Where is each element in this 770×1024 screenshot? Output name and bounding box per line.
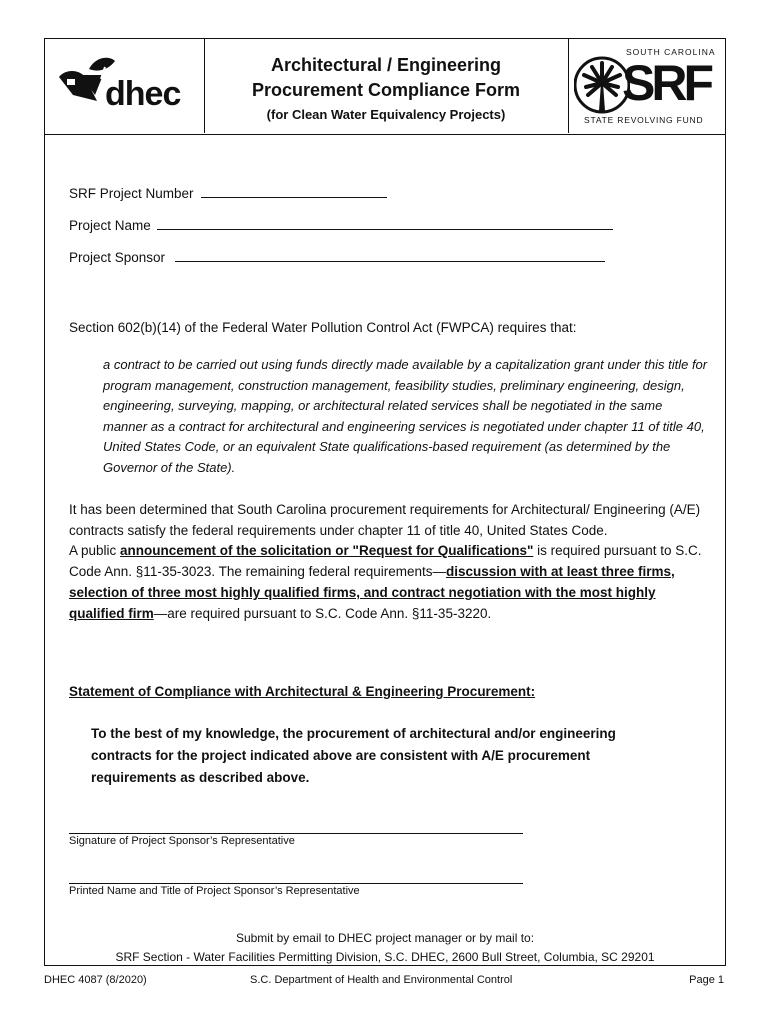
- mailing-instructions: [45, 929, 725, 967]
- srf-bottom-text: STATE REVOLVING FUND: [584, 115, 704, 125]
- req-text-c: is required pursuant to S.C. Code Ann. §11-35-3023. The remaining federal requirements—: [69, 543, 702, 579]
- req-discussion: discussion with at least three firms, selection of three most highly qualified firms, and contract negotiation with the most highly qualified firm: [69, 564, 675, 621]
- form-subtitle: (for Clean Water Equivalency Projects): [266, 107, 506, 122]
- project-sponsor-field[interactable]: [69, 247, 605, 265]
- form-title-block: [204, 39, 569, 133]
- project-number-label: SRF Project Number: [69, 186, 194, 201]
- form-frame: [44, 38, 726, 966]
- req-text-e: —are required pursuant to S.C. Code Ann. §11-35-3220.: [153, 606, 492, 621]
- printed-name-line[interactable]: [69, 883, 523, 884]
- req-announcement: announcement of the solicitation or "Request for Qualifications": [120, 543, 534, 558]
- req-text-a: A public: [69, 543, 121, 558]
- form-header: [45, 39, 725, 135]
- determination-paragraph: It has been determined that South Carolina procurement requirements for Architectural/ Engineering (A/E) contracts satisfy the federal requirements under chapter 11 of title 40, United States Code.: [69, 502, 701, 538]
- mailing-line2: SRF Section - Water Facilities Permitting Division, S.C. DHEC, 2600 Bull Street, Columbia, SC 29201: [115, 950, 655, 964]
- page-number: Page 1: [689, 974, 724, 986]
- project-name-label: Project Name: [69, 218, 151, 233]
- intro-paragraph: Section 602(b)(14) of the Federal Water Pollution Control Act (FWPCA) requires that:: [69, 320, 577, 335]
- department-name: S.C. Department of Health and Environmental Control: [250, 974, 513, 986]
- project-sponsor-input[interactable]: [175, 247, 605, 262]
- form-title-line1: Architectural / Engineering: [270, 55, 502, 75]
- dhec-logo: [45, 39, 205, 133]
- form-title-line2: Procurement Compliance Form: [251, 80, 521, 100]
- project-name-field[interactable]: [69, 215, 613, 233]
- printed-name-label: Printed Name and Title of Project Sponsor’s Representative: [69, 885, 360, 897]
- dhec-wordmark: dhec: [105, 75, 181, 113]
- statement-text: To the best of my knowledge, the procurement of architectural and/or engineering contracts for the project indicated above are consistent with A/E procurement requirements as described above.: [91, 726, 616, 785]
- project-number-input[interactable]: [201, 183, 387, 198]
- srf-mark: SRF: [622, 55, 710, 111]
- project-number-field[interactable]: [69, 183, 387, 201]
- srf-logo: [568, 39, 725, 133]
- statement-heading: Statement of Compliance with Architectural & Engineering Procurement:: [69, 684, 536, 699]
- project-name-input[interactable]: [157, 215, 613, 230]
- form-id: DHEC 4087 (8/2020): [44, 974, 147, 986]
- signature-line[interactable]: [69, 833, 523, 834]
- statute-quote: a contract to be carried out using funds directly made available by a capitalization grant under this title for program management, construction management, feasibility studies, preliminary engineering, design, engineering, surveying, mapping, or architectural related services shall be negotiated in the same manner as a contract for architectural and engineering services is negotiated under chapter 11 of title 40, United States Code, or an equivalent State qualifications-based requirement (as determined by the Governor of the State).: [103, 357, 708, 475]
- project-sponsor-label: Project Sponsor: [69, 250, 166, 265]
- mailing-line1: Submit by email to DHEC project manager or by mail to:: [235, 931, 535, 945]
- signature-label: Signature of Project Sponsor’s Representative: [69, 835, 295, 847]
- requirements-paragraph: [69, 540, 709, 624]
- srf-top-text: SOUTH CAROLINA: [626, 47, 716, 57]
